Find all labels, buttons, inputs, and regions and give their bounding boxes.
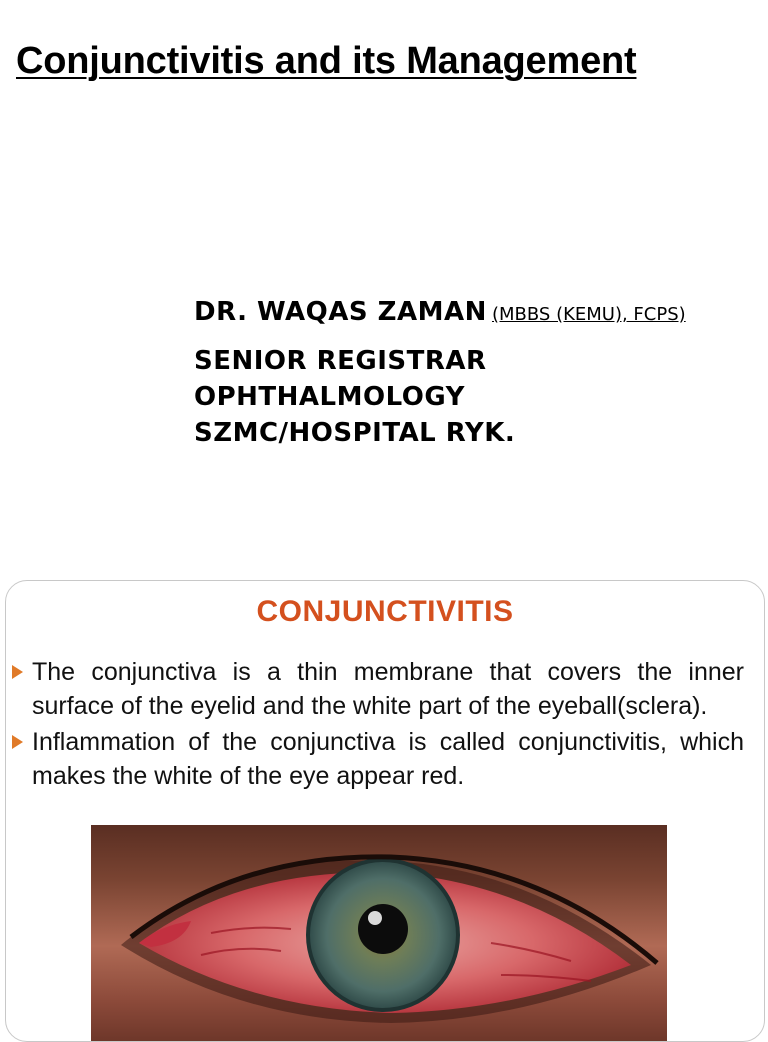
role-line: OPHTHALMOLOGY bbox=[194, 382, 465, 412]
red-eye-photo bbox=[91, 825, 667, 1042]
author-role bbox=[194, 343, 714, 451]
role-line: SZMC/HOSPITAL RYK. bbox=[194, 418, 516, 448]
bullet-list bbox=[12, 655, 744, 795]
bullet-text: The conjunctiva is a thin membrane that covers the inner surface of the eyelid and the white part of the eyeball(sclera). bbox=[32, 658, 744, 720]
author-name: DR. WAQAS ZAMAN bbox=[194, 297, 487, 327]
arrow-bullet-icon bbox=[12, 665, 23, 679]
author-qualifications: (MBBS (KEMU), FCPS) bbox=[491, 304, 686, 325]
page-title: Conjunctivitis and its Management bbox=[16, 40, 637, 82]
bullet-text: Inflammation of the conjunctiva is called conjunctivitis, which makes the white of the eye appear red. bbox=[32, 728, 744, 790]
slide-preview bbox=[5, 580, 765, 1042]
role-line: SENIOR REGISTRAR bbox=[194, 346, 487, 376]
arrow-bullet-icon bbox=[12, 735, 23, 749]
list-item bbox=[12, 655, 744, 723]
slide-heading: CONJUNCTIVITIS bbox=[256, 595, 514, 628]
author-block bbox=[194, 296, 714, 451]
list-item bbox=[12, 725, 744, 793]
